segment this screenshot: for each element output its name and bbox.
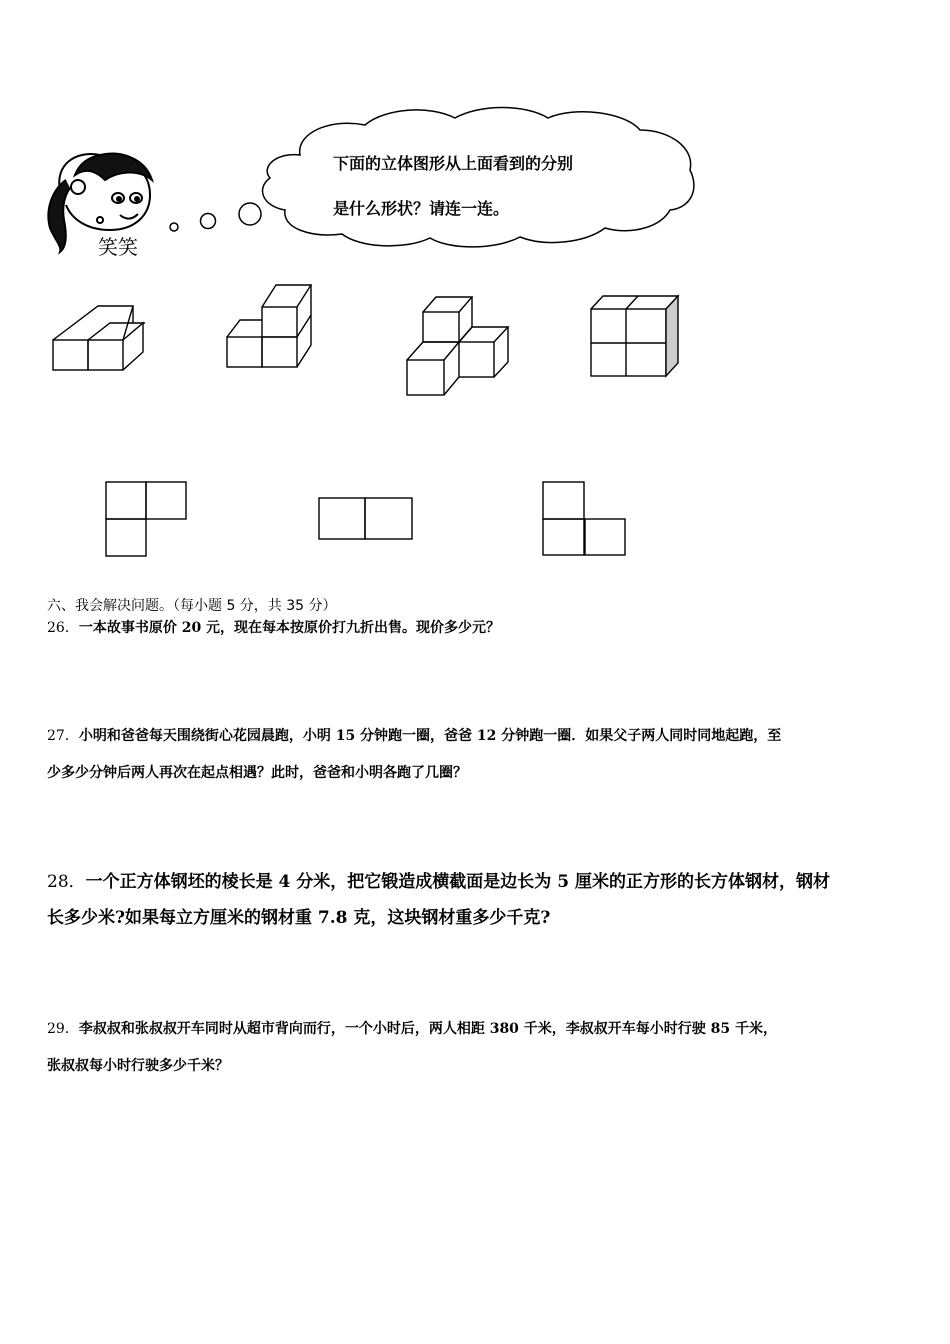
bubble-line-1: 下面的立体图形从上面看到的分别	[333, 154, 574, 173]
question-text-line-1: 小明和爸爸每天围绕街心花园晨跑，小明 15 分钟跑一圈，爸爸 12 分钟跑一圈．如果父子两人同时同地起跑，至	[78, 728, 782, 744]
bubble-line-2: 是什么形状？请连一连。	[333, 199, 510, 218]
question-26	[47, 610, 907, 647]
question-29	[47, 1011, 907, 1085]
section-heading: 六、我会解决问题。（每小题 5 分，共 35 分）	[47, 598, 337, 614]
question-text-line-2: 长多少米?如果每立方厘米的钢材重 7.8 克，这块钢材重多少千克?	[47, 908, 551, 928]
character-name: 笑笑	[98, 235, 138, 259]
question-27	[47, 718, 907, 792]
question-text-line-1: 李叔叔和张叔叔开车同时从超市背向而行，一个小时后，两人相距 380 千米，李叔叔开车每小时行驶 85 千米，	[78, 1021, 778, 1037]
question-text: 一本故事书原价 20 元，现在每本按原价打九折出售。现价多少元？	[78, 620, 501, 636]
question-text-line-2: 少多少分钟后两人再次在起点相遇？此时，爸爸和小明各跑了几圈？	[47, 765, 467, 781]
top-view-3	[543, 482, 625, 555]
thought-dots	[170, 203, 261, 231]
solid-figure-4	[591, 296, 678, 376]
question-text-line-2: 张叔叔每小时行驶多少千米？	[47, 1058, 229, 1074]
question-number: 26．	[47, 620, 79, 636]
question-text-line-1: 一个正方体钢坯的棱长是 4 分米，把它锻造成横截面是边长为 5 厘米的正方形的长方体钢材，钢材	[85, 872, 830, 892]
solid-figure-3	[407, 297, 508, 395]
top-view-2	[319, 498, 412, 539]
question-number: 27．	[47, 728, 79, 744]
top-view-1	[106, 482, 186, 556]
solid-figure-2	[227, 285, 311, 367]
question-28	[47, 864, 907, 936]
solid-figure-1	[53, 306, 145, 370]
thought-cloud	[263, 108, 694, 247]
question-number: 29．	[47, 1021, 79, 1037]
question-number: 28．	[47, 872, 86, 892]
